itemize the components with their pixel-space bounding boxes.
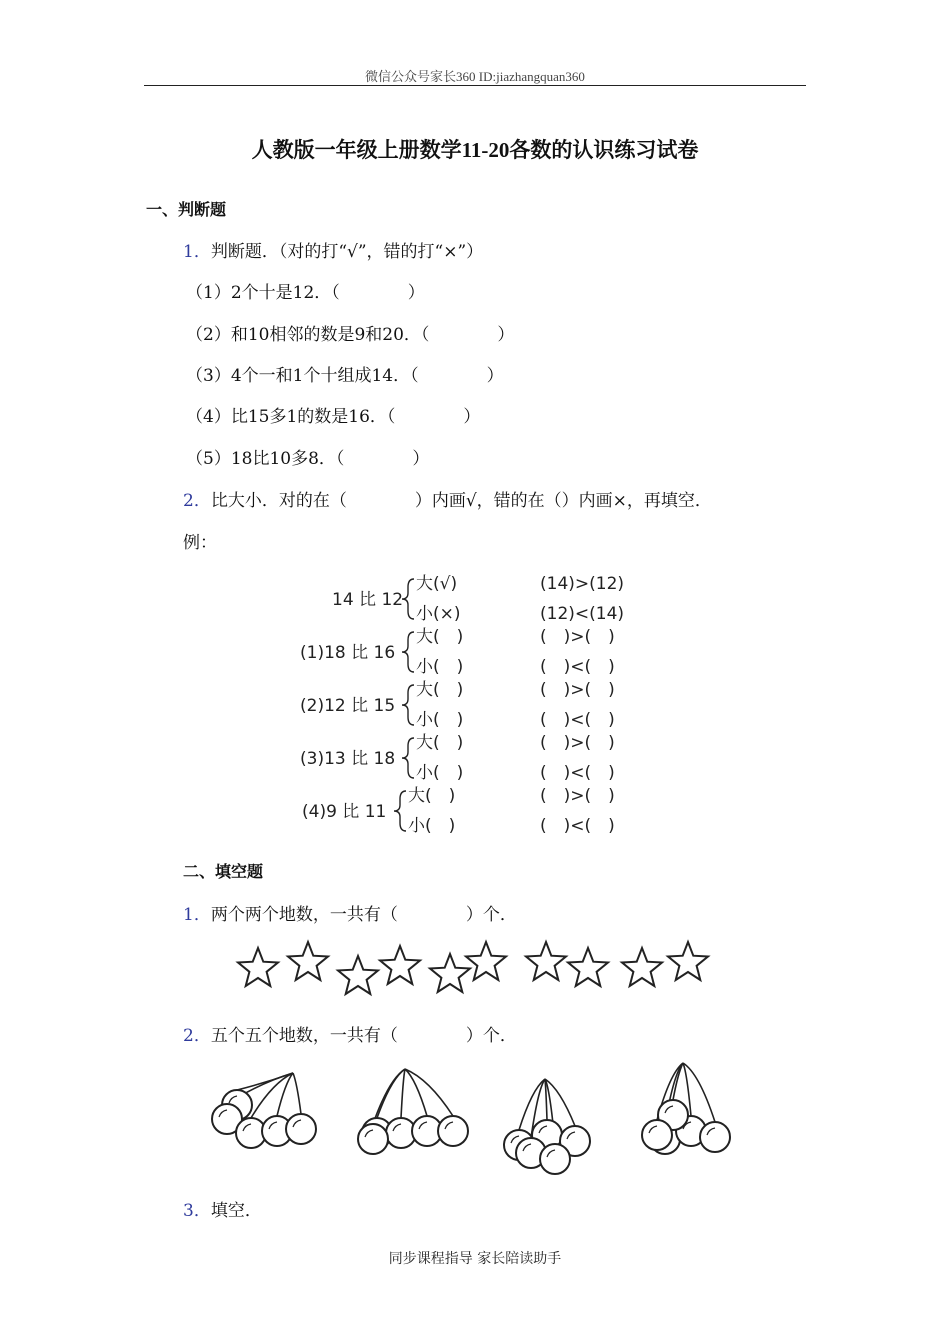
example-row xyxy=(302,786,615,836)
star-icon xyxy=(430,954,470,992)
row-cmp1: ( )>( ) xyxy=(540,627,615,647)
star-icon xyxy=(568,948,608,986)
s2-q1-text: 两个两个地数，一共有（ ）个． xyxy=(210,905,517,925)
row-cmp2: ( )<( ) xyxy=(540,710,615,730)
s1-q1 xyxy=(183,237,483,262)
sample-left: 14 比 12 xyxy=(332,590,404,610)
s1-q1-num: 1． xyxy=(183,242,211,262)
brace xyxy=(402,685,414,725)
s2-q2-text: 五个五个地数，一共有（ ）个． xyxy=(210,1026,517,1046)
s1-q1-text: 判断题．（对的打“√”，错的打“×”） xyxy=(210,242,484,262)
cherry-icon xyxy=(700,1122,730,1152)
example-row xyxy=(300,733,615,783)
cherry-bunch xyxy=(642,1063,730,1154)
cherry-stem xyxy=(293,1073,301,1114)
row-cmp1: ( )>( ) xyxy=(540,733,615,753)
sample-big: 大(√) xyxy=(416,574,458,594)
row-big: 大( ) xyxy=(416,680,464,700)
star-icon xyxy=(622,948,662,986)
s1-q1-item: （1）2个十是12．（ ） xyxy=(186,283,425,303)
star-icon xyxy=(466,942,506,980)
cherry-stem xyxy=(401,1069,405,1118)
cherry-icon xyxy=(540,1144,570,1174)
star-icon xyxy=(526,942,566,980)
row-big: 大( ) xyxy=(416,627,464,647)
cherry-stem xyxy=(277,1073,293,1116)
row-left: (1)18 比 16 xyxy=(300,643,396,663)
star-icon xyxy=(238,948,278,986)
star-icon xyxy=(668,942,708,980)
star-icon xyxy=(380,946,420,984)
example-row xyxy=(300,627,615,677)
sample-cmp1: (14)>(12) xyxy=(540,574,625,594)
s1-q2-text: 比大小．对的在（ ）内画√，错的在（）内画×，再填空． xyxy=(210,491,712,511)
header-rule xyxy=(144,85,806,86)
row-left: (2)12 比 15 xyxy=(300,696,396,716)
s2-q3-num: 3． xyxy=(183,1201,211,1221)
row-small: 小( ) xyxy=(408,816,456,836)
example-row xyxy=(300,680,615,730)
s2-q2-num: 2． xyxy=(183,1026,211,1046)
brace xyxy=(402,632,414,672)
sample-small: 小(×) xyxy=(416,604,461,624)
section1-heading: 一、判断题 xyxy=(146,202,227,219)
cherry-icon xyxy=(358,1124,388,1154)
row-big: 大( ) xyxy=(416,733,464,753)
row-left: (4)9 比 11 xyxy=(302,802,387,822)
row-cmp2: ( )<( ) xyxy=(540,657,615,677)
row-cmp1: ( )>( ) xyxy=(540,680,615,700)
row-small: 小( ) xyxy=(416,763,464,783)
row-small: 小( ) xyxy=(416,657,464,677)
page-footer: 同步课程指导 家长陪读助手 xyxy=(388,1251,562,1267)
row-big: 大( ) xyxy=(408,786,456,806)
s2-q2 xyxy=(183,1021,517,1046)
s1-q2-num: 2． xyxy=(183,491,211,511)
row-cmp2: ( )<( ) xyxy=(540,763,615,783)
example-sample-row xyxy=(332,574,624,624)
brace xyxy=(402,579,414,619)
s1-q1-item: （5）18比10多8．（ ） xyxy=(186,449,430,469)
s2-q1-num: 1． xyxy=(183,905,211,925)
s2-q1 xyxy=(183,900,517,925)
brace xyxy=(394,791,406,831)
s2-q3 xyxy=(183,1196,262,1221)
row-small: 小( ) xyxy=(416,710,464,730)
cherry-stem xyxy=(405,1069,427,1116)
cherry-icon xyxy=(438,1116,468,1146)
cherry-icon xyxy=(642,1120,672,1150)
stars-picture xyxy=(230,935,720,1005)
s1-q2 xyxy=(183,486,712,511)
cherry-stem xyxy=(545,1079,575,1126)
row-cmp2: ( )<( ) xyxy=(540,816,615,836)
s2-q3-text: 填空． xyxy=(210,1201,262,1221)
s1-q1-item: （3）4个一和1个十组成14．（ ） xyxy=(186,366,504,386)
sample-cmp2: (12)<(14) xyxy=(540,604,625,624)
cherry-bunch xyxy=(504,1079,590,1174)
example-label: 例： xyxy=(183,533,217,553)
row-left: (3)13 比 18 xyxy=(300,749,396,769)
section2-heading: 二、填空题 xyxy=(183,864,264,881)
cherry-stem xyxy=(405,1069,453,1116)
star-icon xyxy=(288,942,328,980)
star-icon xyxy=(338,956,378,994)
cherries-picture xyxy=(195,1055,755,1175)
cherry-bunch xyxy=(358,1069,468,1154)
page-title: 人教版一年级上册数学11-20各数的认识练习试卷 xyxy=(251,138,699,162)
comparison-example xyxy=(290,565,660,840)
page-header: 微信公众号家长360 ID:jiazhangquan360 xyxy=(365,69,585,84)
cherry-icon xyxy=(286,1114,316,1144)
s1-q1-item: （2）和10相邻的数是9和20．（ ） xyxy=(186,325,515,345)
cherry-bunch xyxy=(212,1073,316,1148)
row-cmp1: ( )>( ) xyxy=(540,786,615,806)
brace xyxy=(402,738,414,778)
s1-q1-item: （4）比15多1的数是16．（ ） xyxy=(186,407,481,427)
